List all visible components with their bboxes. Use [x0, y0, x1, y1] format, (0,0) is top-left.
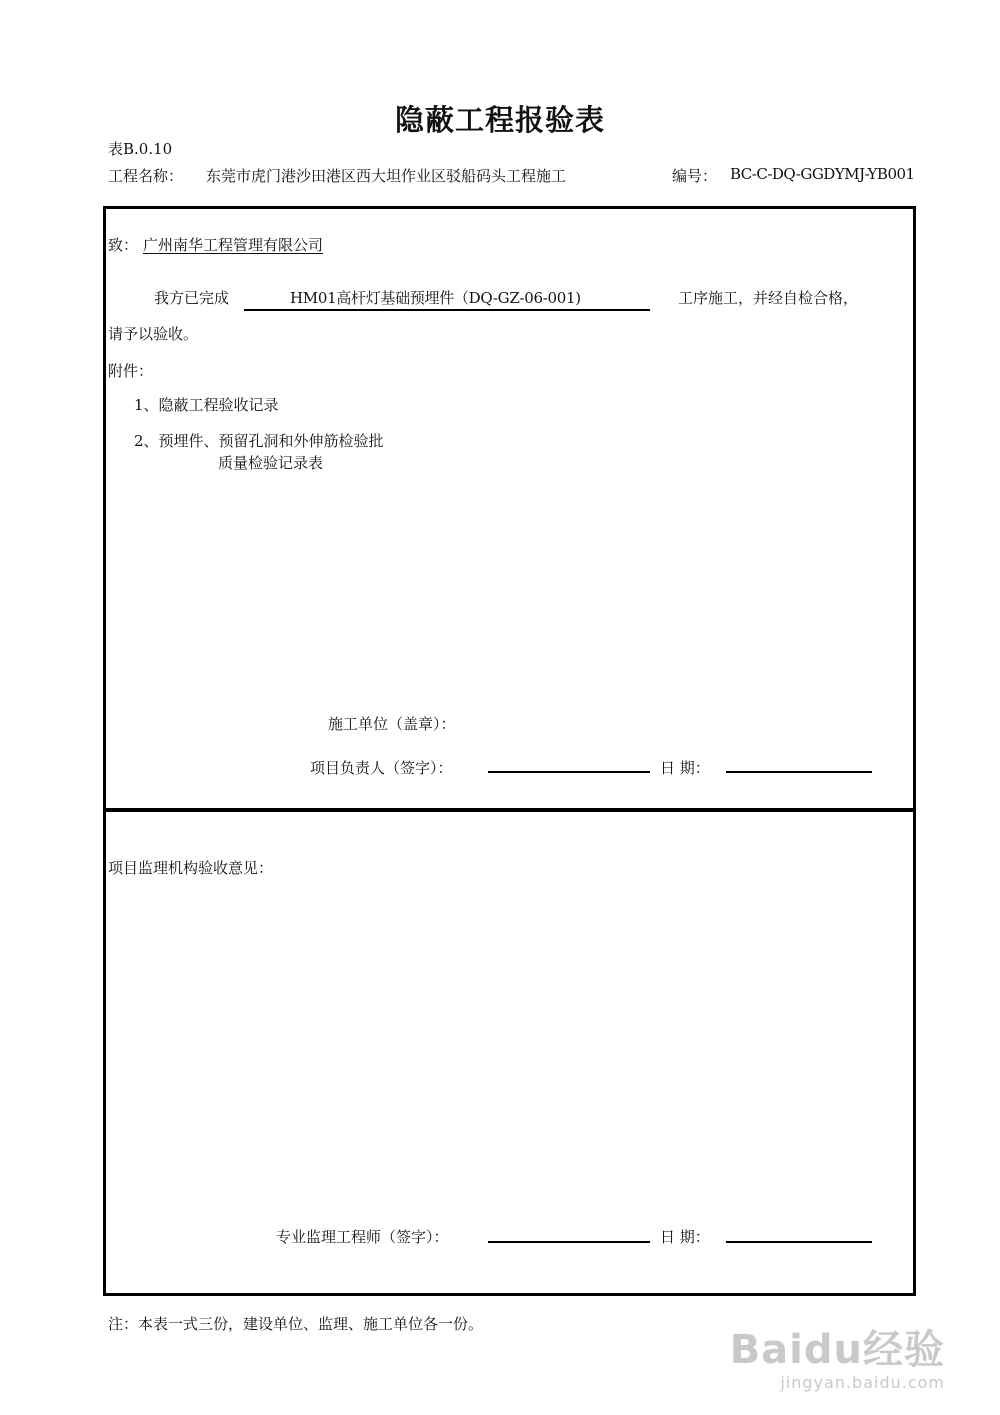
- recipient-org: 广州南华工程管理有限公司: [143, 236, 324, 254]
- engineer-signature-label: 专业监理工程师（签字）：: [276, 1228, 449, 1246]
- watermark: [730, 1318, 945, 1392]
- to-label: 致：: [108, 236, 139, 254]
- contractor-seal-label: 施工单位（盖章）：: [328, 715, 456, 733]
- form-number: 表B.0.10: [108, 140, 173, 158]
- watermark-logo: Baidu经验: [729, 1327, 945, 1373]
- after-item-text: 工序施工，并经自检合格，: [678, 289, 859, 307]
- project-manager-label: 项目负责人（签字）：: [310, 759, 453, 777]
- code-label: 编号：: [672, 167, 718, 185]
- footnote: 注：本表一式三份，建设单位、监理、施工单位各一份。: [108, 1315, 484, 1333]
- date-label: 日 期：: [660, 759, 710, 777]
- manager-signature-line[interactable]: [488, 771, 650, 773]
- date-line[interactable]: [726, 771, 872, 773]
- project-name-label: 工程名称：: [108, 167, 184, 185]
- date-line[interactable]: [726, 1241, 872, 1243]
- attachments-label: 附件：: [108, 362, 154, 380]
- request-text: 请予以验收。: [108, 325, 199, 343]
- project-name: 东莞市虎门港沙田港区西大坦作业区驳船码头工程施工: [206, 167, 567, 185]
- supervision-section: [103, 808, 916, 1296]
- intro-text: 我方已完成: [154, 289, 230, 307]
- engineer-signature-line[interactable]: [488, 1241, 650, 1243]
- work-item-underline: [244, 309, 650, 311]
- work-item[interactable]: HM01高杆灯基础预埋件（DQ-GZ-06-001): [290, 289, 581, 307]
- attachment-item-continued: 质量检验记录表: [218, 454, 324, 472]
- attachment-item: 1、隐蔽工程验收记录: [134, 396, 279, 414]
- watermark-url: jingyan.baidu.com: [780, 1373, 945, 1392]
- page-title: 隐蔽工程报验表: [394, 103, 605, 137]
- attachment-item: 2、预埋件、预留孔洞和外伸筋检验批: [134, 432, 384, 450]
- code-value: BC-C-DQ-GGDYMJ-YB001: [730, 165, 915, 183]
- supervision-opinion-label: 项目监理机构验收意见：: [108, 859, 274, 877]
- date-label: 日 期：: [660, 1228, 710, 1246]
